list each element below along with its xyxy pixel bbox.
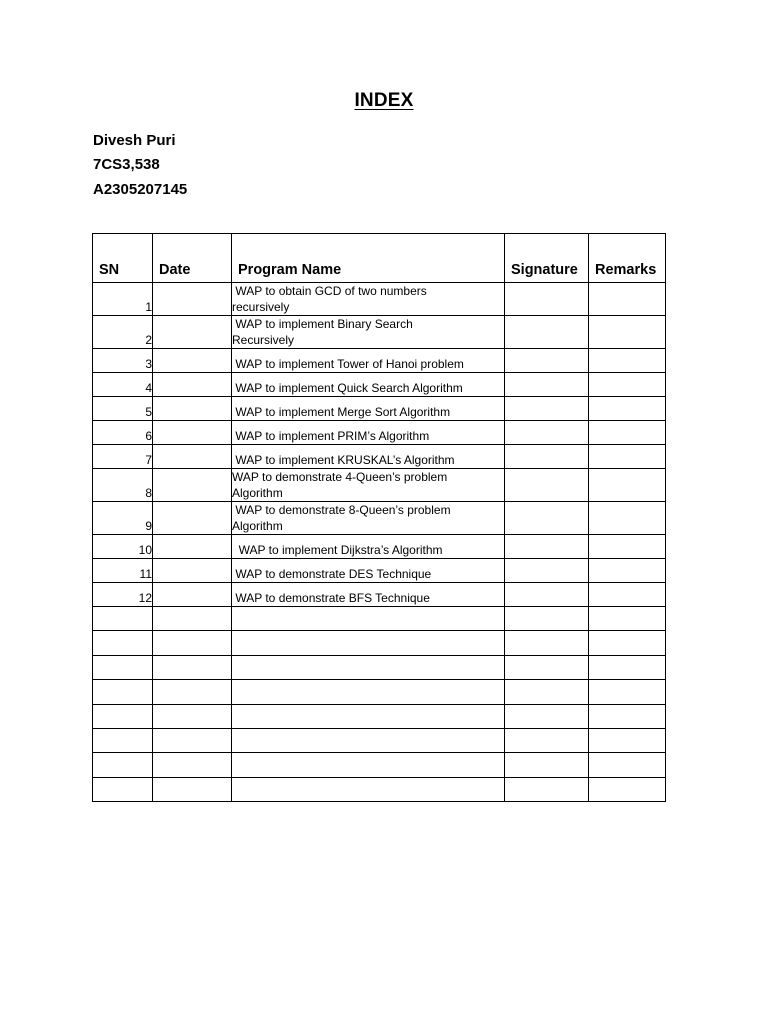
cell-program-name: WAP to demonstrate DES Technique — [232, 559, 505, 583]
cell-sn — [93, 631, 153, 655]
cell-program-name — [232, 607, 505, 631]
page-title: INDEX — [354, 90, 414, 111]
cell-sn — [93, 680, 153, 704]
cell-date — [153, 421, 232, 445]
table-row — [93, 502, 666, 535]
empty-table-row — [93, 704, 666, 728]
cell-sn: 2 — [93, 316, 153, 349]
cell-program-name: WAP to implement Binary Search Recursively — [232, 316, 505, 349]
header-sn: SN — [93, 234, 153, 283]
empty-table-row — [93, 753, 666, 777]
cell-program-name: WAP to obtain GCD of two numbers recursively — [232, 283, 505, 316]
empty-table-row — [93, 680, 666, 704]
cell-signature — [505, 421, 589, 445]
cell-signature — [505, 349, 589, 373]
table-row — [93, 445, 666, 469]
cell-signature — [505, 655, 589, 679]
header-date: Date — [153, 234, 232, 283]
cell-remarks — [589, 445, 666, 469]
cell-signature — [505, 559, 589, 583]
cell-remarks — [589, 583, 666, 607]
cell-program-name: WAP to demonstrate 4-Queen’s problem Algorithm — [232, 469, 505, 502]
table-body — [93, 283, 666, 802]
cell-remarks — [589, 607, 666, 631]
cell-sn: 6 — [93, 421, 153, 445]
cell-date — [153, 397, 232, 421]
cell-signature — [505, 753, 589, 777]
cell-program-name: WAP to demonstrate 8-Queen’s problem Algorithm — [232, 502, 505, 535]
cell-sn: 4 — [93, 373, 153, 397]
cell-date — [153, 559, 232, 583]
cell-sn: 8 — [93, 469, 153, 502]
cell-remarks — [589, 502, 666, 535]
cell-date — [153, 728, 232, 752]
cell-sn — [93, 777, 153, 801]
cell-program-name: WAP to implement Tower of Hanoi problem — [232, 349, 505, 373]
empty-table-row — [93, 655, 666, 679]
cell-remarks — [589, 469, 666, 502]
cell-sn — [93, 728, 153, 752]
cell-program-name — [232, 680, 505, 704]
cell-date — [153, 502, 232, 535]
cell-date — [153, 655, 232, 679]
cell-date — [153, 445, 232, 469]
table-row — [93, 421, 666, 445]
cell-program-name — [232, 704, 505, 728]
cell-remarks — [589, 373, 666, 397]
cell-remarks — [589, 704, 666, 728]
cell-program-name — [232, 631, 505, 655]
cell-sn: 9 — [93, 502, 153, 535]
table-row — [93, 583, 666, 607]
cell-signature — [505, 704, 589, 728]
cell-date — [153, 753, 232, 777]
cell-date — [153, 349, 232, 373]
cell-program-name — [232, 777, 505, 801]
cell-date — [153, 283, 232, 316]
enrollment-number: A2305207145 — [93, 181, 188, 198]
index-table — [92, 233, 666, 802]
cell-date — [153, 680, 232, 704]
cell-date — [153, 777, 232, 801]
empty-table-row — [93, 631, 666, 655]
table-row — [93, 283, 666, 316]
cell-date — [153, 583, 232, 607]
cell-program-name: WAP to demonstrate BFS Technique — [232, 583, 505, 607]
cell-remarks — [589, 728, 666, 752]
cell-remarks — [589, 753, 666, 777]
cell-sn: 1 — [93, 283, 153, 316]
cell-signature — [505, 469, 589, 502]
empty-table-row — [93, 607, 666, 631]
table-row — [93, 535, 666, 559]
header-signature: Signature — [505, 234, 589, 283]
cell-sn: 7 — [93, 445, 153, 469]
cell-signature — [505, 283, 589, 316]
cell-remarks — [589, 680, 666, 704]
empty-table-row — [93, 728, 666, 752]
cell-signature — [505, 316, 589, 349]
class-info: 7CS3,538 — [93, 156, 160, 173]
cell-signature — [505, 607, 589, 631]
cell-signature — [505, 445, 589, 469]
cell-date — [153, 631, 232, 655]
cell-program-name: WAP to implement Merge Sort Algorithm — [232, 397, 505, 421]
cell-date — [153, 316, 232, 349]
cell-date — [153, 535, 232, 559]
cell-program-name — [232, 728, 505, 752]
cell-program-name: WAP to implement PRIM’s Algorithm — [232, 421, 505, 445]
cell-signature — [505, 631, 589, 655]
cell-date — [153, 469, 232, 502]
cell-signature — [505, 397, 589, 421]
cell-sn: 10 — [93, 535, 153, 559]
header-remarks: Remarks — [589, 234, 666, 283]
cell-signature — [505, 728, 589, 752]
cell-remarks — [589, 421, 666, 445]
cell-sn — [93, 753, 153, 777]
table-row — [93, 559, 666, 583]
cell-date — [153, 373, 232, 397]
cell-sn: 3 — [93, 349, 153, 373]
cell-date — [153, 704, 232, 728]
cell-remarks — [589, 316, 666, 349]
cell-signature — [505, 680, 589, 704]
cell-sn: 11 — [93, 559, 153, 583]
cell-remarks — [589, 631, 666, 655]
cell-remarks — [589, 283, 666, 316]
cell-remarks — [589, 349, 666, 373]
cell-program-name — [232, 753, 505, 777]
cell-signature — [505, 535, 589, 559]
cell-sn — [93, 607, 153, 631]
cell-sn: 12 — [93, 583, 153, 607]
cell-signature — [505, 373, 589, 397]
cell-program-name — [232, 655, 505, 679]
table-row — [93, 373, 666, 397]
table-header-row — [93, 234, 666, 283]
table-row — [93, 397, 666, 421]
table-row — [93, 349, 666, 373]
cell-remarks — [589, 559, 666, 583]
cell-remarks — [589, 397, 666, 421]
table-row — [93, 469, 666, 502]
cell-remarks — [589, 777, 666, 801]
cell-program-name: WAP to implement Dijkstra’s Algorithm — [232, 535, 505, 559]
cell-program-name: WAP to implement KRUSKAL’s Algorithm — [232, 445, 505, 469]
empty-table-row — [93, 777, 666, 801]
cell-sn: 5 — [93, 397, 153, 421]
cell-signature — [505, 502, 589, 535]
table-row — [93, 316, 666, 349]
cell-signature — [505, 777, 589, 801]
cell-date — [153, 607, 232, 631]
cell-sn — [93, 704, 153, 728]
cell-remarks — [589, 535, 666, 559]
cell-program-name: WAP to implement Quick Search Algorithm — [232, 373, 505, 397]
student-name: Divesh Puri — [93, 132, 176, 149]
cell-sn — [93, 655, 153, 679]
header-program-name: Program Name — [232, 234, 505, 283]
cell-remarks — [589, 655, 666, 679]
cell-signature — [505, 583, 589, 607]
